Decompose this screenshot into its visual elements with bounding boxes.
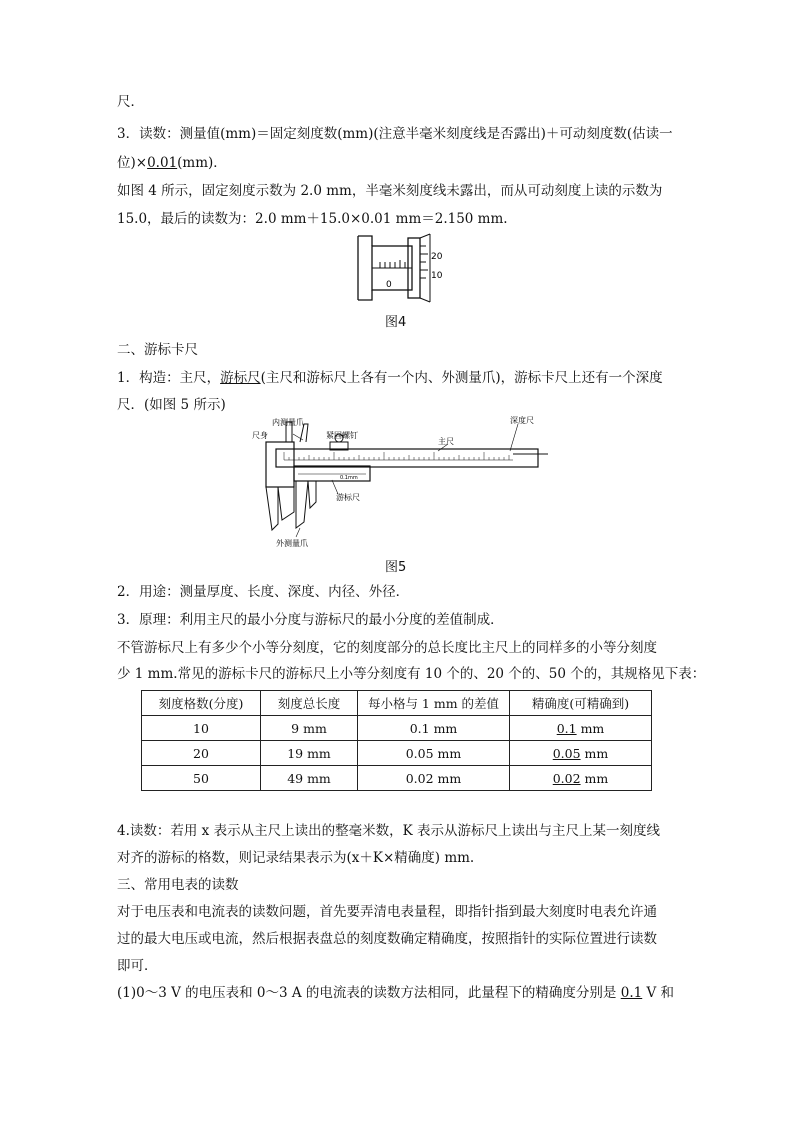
table-cell — [510, 716, 652, 741]
text-line: 3．原理：利用主尺的最小分度与游标尺的最小分度的差值制成． — [117, 612, 504, 628]
text-line: 如图 4 所示，固定刻度示数为 2.0 mm，半毫米刻度线未露出，而从可动刻度上读的示数为 — [117, 183, 663, 199]
text-line — [117, 368, 663, 388]
table-cell: 9 mm — [261, 716, 358, 741]
text-line: 2．用途：测量厚度、长度、深度、内径、外径． — [117, 584, 410, 600]
table-cell: 0.02 mm — [358, 766, 510, 791]
table-header-row — [142, 691, 652, 716]
answer-blank: 0.01 — [147, 155, 178, 171]
text-fragment: (主尺和游标尺上各有一个内、外测量爪)，游标卡尺上还有一个深度 — [260, 370, 663, 386]
vernier-caliper-figure — [248, 412, 548, 552]
text-line: 对齐的游标的格数，则记录结果表示为(x＋K×精确度) mm. — [117, 850, 475, 866]
answer-blank: 0.1 — [556, 720, 577, 736]
text-fragment: V 和 — [642, 985, 675, 1001]
table-cell: 0.05 mm — [358, 741, 510, 766]
table-row — [142, 741, 652, 766]
text-fragment: (mm)． — [177, 155, 227, 171]
table-cell: 10 — [142, 716, 261, 741]
unit-text: mm — [580, 745, 609, 761]
table-cell: 50 — [142, 766, 261, 791]
answer-blank: 0.05 — [552, 745, 581, 761]
figure-caption: 图5 — [385, 560, 407, 575]
micrometer-label: 10 — [431, 271, 443, 281]
table-cell: 0.1 mm — [358, 716, 510, 741]
micrometer-label: 20 — [431, 252, 443, 262]
text-fragment: (1)0～3 V 的电压表和 0～3 A 的电流表的读数方法相同，此量程下的精确度分别是 — [117, 985, 621, 1001]
answer-blank: 0.1 — [620, 985, 643, 1001]
table-cell — [510, 766, 652, 791]
table-header: 每小格与 1 mm 的差值 — [358, 691, 510, 716]
figure-caption: 图4 — [385, 315, 407, 330]
text-line: 少 1 mm.常见的游标卡尺的游标尺上小等分刻度有 10 个的、20 个的、50 个的，其规格见下表： — [117, 666, 706, 682]
text-fragment: 位)× — [117, 155, 148, 171]
text-line — [117, 983, 674, 1003]
caliper-label-depth-rod: 深度尺 — [510, 416, 534, 425]
vernier-spec-table — [141, 690, 652, 791]
table-cell: 49 mm — [261, 766, 358, 791]
text-line: 即可． — [117, 958, 158, 974]
text-line: 对于电压表和电流表的读数问题，首先要弄清电表量程，即指针指到最大刻度时电表允许通 — [117, 904, 657, 920]
answer-blank: 0.02 — [552, 770, 581, 786]
text-line: 4.读数：若用 x 表示从主尺上读出的整毫米数，K 表示从游标尺上读出与主尺上某一刻度线 — [117, 823, 660, 839]
table-cell — [510, 741, 652, 766]
text-line: 3．读数：测量值(mm)＝固定刻度数(mm)(注意半毫米刻度线是否露出)＋可动刻度数(估读一 — [117, 126, 673, 142]
caliper-label-main-scale: 主尺 — [438, 437, 454, 446]
text-line: 尺．(如图 5 所示) — [117, 397, 226, 413]
section-heading: 二、游标卡尺 — [117, 342, 198, 358]
caliper-precision-label: 0.1mm — [340, 475, 358, 481]
table-header: 精确度(可精确到) — [510, 691, 652, 716]
caliper-label-screw: 紧固螺钉 — [326, 431, 358, 440]
table-row — [142, 716, 652, 741]
text-line: 不管游标尺上有多少个小等分刻度，它的刻度部分的总长度比主尺上的同样多的小等分刻度 — [117, 640, 657, 656]
caliper-label-outer-jaw: 外测量爪 — [276, 539, 308, 548]
micrometer-figure — [340, 232, 460, 307]
micrometer-label: 0 — [386, 280, 392, 290]
table-header: 刻度格数(分度) — [142, 691, 261, 716]
caliper-label-vernier: 游标尺 — [336, 493, 360, 502]
section-heading: 三、常用电表的读数 — [117, 877, 239, 893]
text-line: 过的最大电压或电流，然后根据表盘总的刻度数确定精确度，按照指针的实际位置进行读数 — [117, 931, 657, 947]
table-header: 刻度总长度 — [261, 691, 358, 716]
answer-blank: 游标尺 — [220, 370, 261, 386]
table-cell: 20 — [142, 741, 261, 766]
table-row — [142, 766, 652, 791]
table-cell: 19 mm — [261, 741, 358, 766]
unit-text: mm — [576, 720, 605, 736]
text-line — [117, 153, 227, 173]
text-line: 15.0，最后的读数为：2.0 mm＋15.0×0.01 mm＝2.150 mm. — [117, 211, 508, 227]
unit-text: mm — [580, 770, 609, 786]
caliper-label-inner-jaw: 内测量爪 — [272, 418, 304, 427]
text-line: 尺． — [117, 94, 144, 110]
caliper-label-body: 尺身 — [252, 431, 268, 440]
text-fragment: 1．构造：主尺， — [117, 370, 221, 386]
